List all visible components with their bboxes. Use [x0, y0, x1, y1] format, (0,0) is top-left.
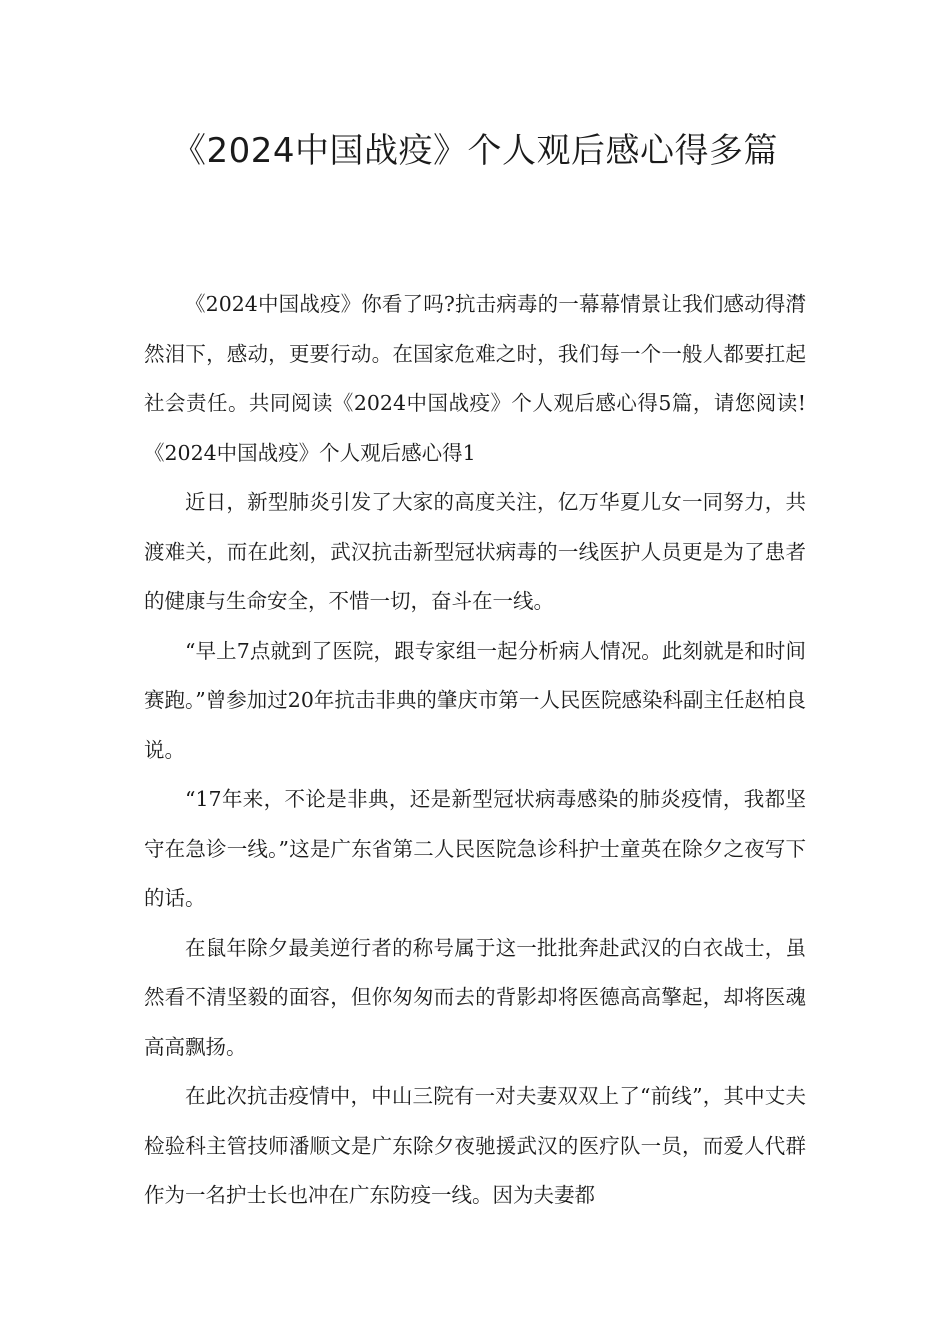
document-body [144, 280, 806, 1221]
paragraph: 在此次抗击疫情中，中山三院有一对夫妻双双上了“前线”，其中丈夫检验科主管技师潘顺文是广东除夕夜驰援武汉的医疗队一员，而爱人代群作为一名护士长也冲在广东防疫一线。因为夫妻都 [144, 1084, 806, 1207]
document-title: 《2024中国战疫》个人观后感心得多篇 [171, 131, 779, 171]
paragraph: 近日，新型肺炎引发了大家的高度关注，亿万华夏儿女一同努力，共渡难关，而在此刻，武汉抗击新型冠状病毒的一线医护人员更是为了患者的健康与生命安全，不惜一切，奋斗在一线。 [144, 490, 806, 613]
paragraph: 在鼠年除夕最美逆行者的称号属于这一批批奔赴武汉的白衣战士，虽然看不清坚毅的面容，但你匆匆而去的背影却将医德高高擎起，却将医魂高高飘扬。 [144, 935, 806, 1059]
paragraph: “17年来，不论是非典，还是新型冠状病毒感染的肺炎疫情，我都坚守在急诊一线。”这是广东省第二人民医院急诊科护士童英在除夕之夜写下的话。 [144, 787, 806, 910]
paragraph: “早上7点就到了医院，跟专家组一起分析病人情况。此刻就是和时间赛跑。”曾参加过20年抗击非典的肇庆市第一人民医院感染科副主任赵柏良说。 [144, 638, 806, 762]
paragraph: 《2024中国战疫》你看了吗?抗击病毒的一幕幕情景让我们感动得潸然泪下，感动，更要行动。在国家危难之时，我们每一个一般人都要扛起社会责任。共同阅读《2024中国战疫》个人观后感心得5篇，请您阅读!《2024中国战疫》个人观后感心得1 [144, 292, 806, 465]
